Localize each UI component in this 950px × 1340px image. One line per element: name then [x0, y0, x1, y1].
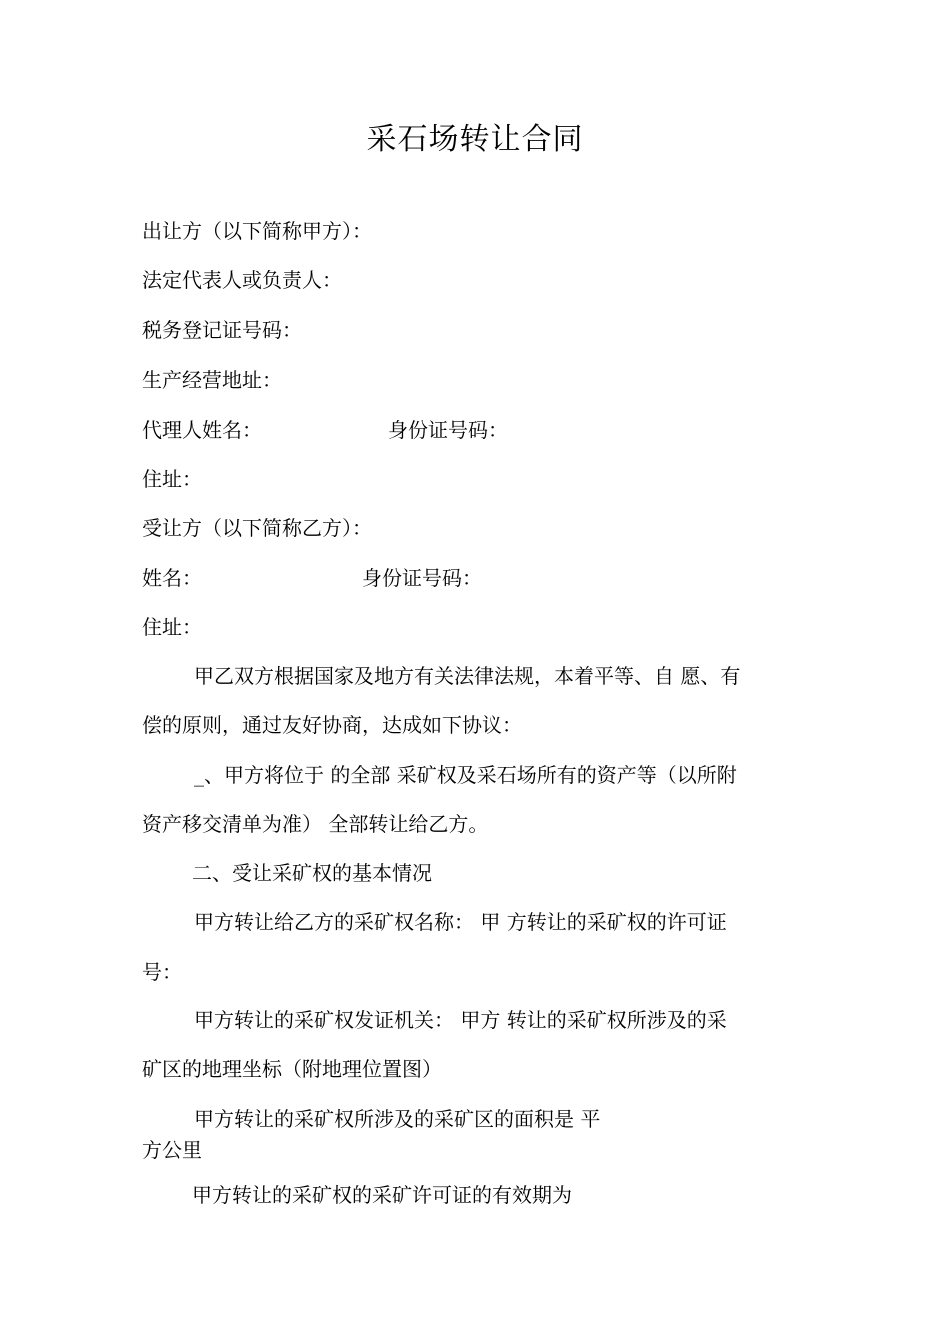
party-b-id-field: 身份证号码：	[362, 566, 482, 590]
party-b-name-field: 姓名：	[142, 566, 202, 590]
paragraph-5-line-2: 方公里	[142, 1138, 202, 1162]
paragraph-4-line-2: 矿区的地理坐标（附地理位置图）	[142, 1057, 442, 1081]
paragraph-1-line-2: 偿的原则，通过友好协商，达成如下协议：	[142, 713, 522, 737]
paragraph-3-line-1: 甲方转让给乙方的采矿权名称： 甲 方转让的采矿权的许可证	[194, 910, 727, 934]
section-2-heading: 二、受让采矿权的基本情况	[192, 861, 432, 885]
paragraph-2-line-1: _、甲方将位于 的全部 采矿权及采石场所有的资产等（以所附	[194, 763, 737, 787]
agent-id-field: 身份证号码：	[388, 418, 508, 442]
tax-reg-field: 税务登记证号码：	[142, 318, 302, 342]
paragraph-5-line-1: 甲方转让的采矿权所涉及的采矿区的面积是 平	[194, 1107, 601, 1131]
paragraph-4-line-1: 甲方转让的采矿权发证机关： 甲方 转让的采矿权所涉及的采	[194, 1008, 727, 1032]
paragraph-1-line-1: 甲乙双方根据国家及地方有关法律法规，本着平等、自 愿、有	[194, 664, 741, 688]
party-b-label: 受让方（以下简称乙方）：	[142, 516, 372, 540]
paragraph-2-line-2: 资产移交清单为准） 全部转让给乙方。	[142, 812, 489, 836]
business-address-field: 生产经营地址：	[142, 368, 282, 392]
agent-name-field: 代理人姓名：	[142, 418, 262, 442]
paragraph-6-line-1: 甲方转让的采矿权的采矿许可证的有效期为	[192, 1183, 572, 1207]
legal-rep-field: 法定代表人或负责人：	[142, 268, 342, 292]
agent-address-field: 住址：	[142, 467, 202, 491]
document-title: 采石场转让合同	[366, 122, 584, 157]
party-b-address-field: 住址：	[142, 615, 202, 639]
party-a-label: 出让方（以下简称甲方）：	[142, 219, 372, 243]
paragraph-3-line-2: 号：	[142, 960, 182, 984]
